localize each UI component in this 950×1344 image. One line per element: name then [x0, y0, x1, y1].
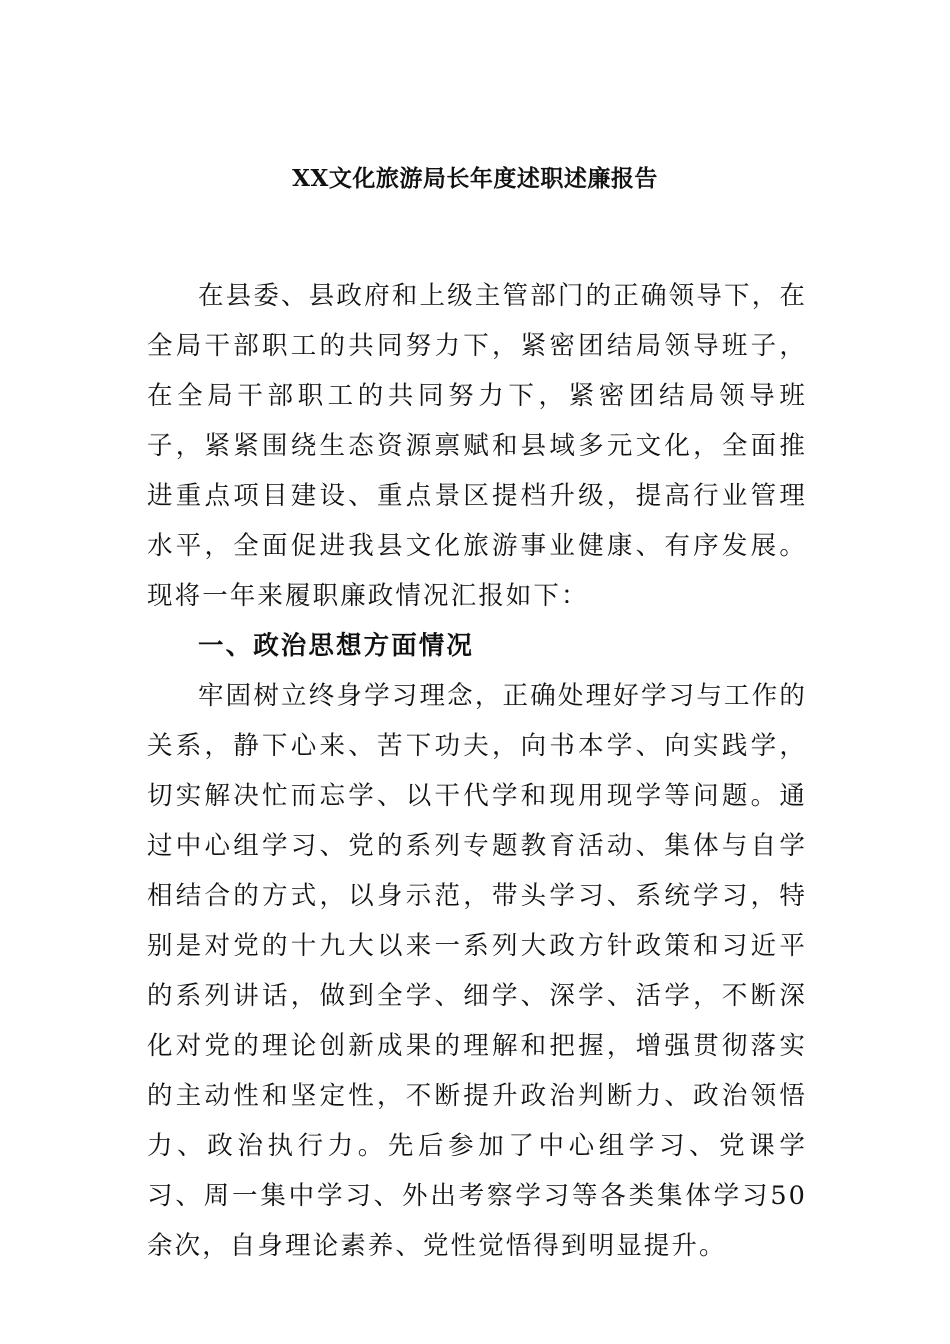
intro-paragraph: 在县委、县政府和上级主管部门的正确领导下，在全局干部职工的共同努力下，紧密团结局领导班子，在全局干部职工的共同努力下，紧密团结局领导班子，紧紧围绕生态资源禀赋和县域多元文化，全面推进重点项目建设、重点景区提档升级，提高行业管理水平，全面促进我县文化旅游事业健康、有序发展。现将一年来履职廉政情况汇报如下： [147, 281, 807, 611]
document-title: XX文化旅游局长年度述职述廉报告 [292, 165, 658, 192]
section-paragraph-political-thought: 牢固树立终身学习理念，正确处理好学习与工作的关系，静下心来、苦下功夫，向书本学、向实践学，切实解决忙而忘学、以干代学和现用现学等问题。通过中心组学习、党的系列专题教育活动、集体与自学相结合的方式，以身示范，带头学习、系统学习，特别是对党的十九大以来一系列大政方针政策和习近平的系列讲话，做到全学、细学、深学、活学，不断深化对党的理论创新成果的理解和把握，增强贯彻落实的主动性和坚定性，不断提升政治判断力、政治领悟力、政治执行力。先后参加了中心组学习、党课学习、周一集中学习、外出考察学习等各类集体学习50余次，自身理论素养、党性觉悟得到明显提升。 [147, 681, 807, 1261]
section-heading-political-thought: 一、政治思想方面情况 [198, 631, 475, 661]
document-body [147, 271, 807, 1271]
